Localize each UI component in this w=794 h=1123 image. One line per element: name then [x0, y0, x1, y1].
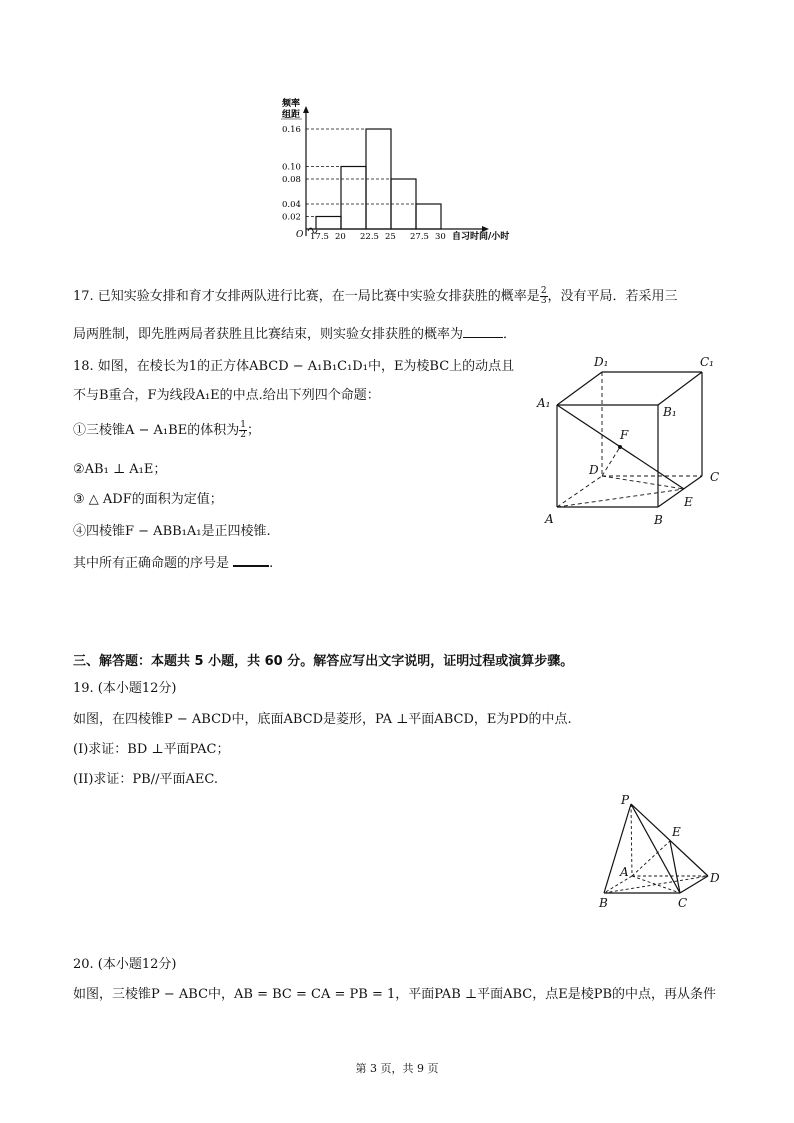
- q17-fraction: [540, 287, 548, 306]
- y-tick-label: 0.16: [282, 125, 301, 135]
- y-axis-arrow: [303, 106, 309, 113]
- label-E: E: [684, 495, 693, 509]
- edge-PC: [631, 804, 680, 893]
- hidden-segment-AE: [632, 841, 670, 876]
- q18-item1-end: ；: [246, 423, 260, 438]
- pyramid-figure: [590, 790, 730, 912]
- q17-text-a: 17. 已知实验女排和育才女排两队进行比赛，在一局比赛中实验女排获胜的概率是: [73, 289, 540, 304]
- hidden-segment-DE: [602, 476, 684, 489]
- q18-item1-num: 1: [240, 420, 246, 430]
- hidden-segment-DF: [602, 447, 620, 476]
- cube-figure: [530, 350, 730, 530]
- x-tick-label: 25: [385, 232, 396, 242]
- q19-body: 如图，在四棱锥P − ABCD中，底面ABCD是菱形，PA ⊥平面ABCD，E为PD的中点.: [73, 712, 572, 727]
- hidden-segment-AE: [557, 489, 684, 507]
- q18-item4: ④四棱锥F − ABB₁A₁是正四棱锥.: [73, 524, 271, 539]
- x-tick-label: 27.5: [410, 232, 429, 242]
- edge-CD: [680, 876, 708, 893]
- label-E: E: [672, 825, 681, 839]
- ylabel-line2: 组距: [282, 110, 301, 120]
- histogram-bar: [341, 167, 366, 230]
- q18-line1: 18. 如图，在棱长为1的正方体ABCD − A₁B₁C₁D₁中，E为棱BC上的动点且: [73, 359, 515, 374]
- frequency-histogram: [272, 96, 534, 246]
- section-heading: 三、解答题：本题共 5 小题，共 60 分。解答应写出文字说明，证明过程或演算步骤。: [73, 654, 574, 669]
- x-tick-label: 30: [435, 232, 446, 242]
- q17-frac-den: 3: [540, 296, 547, 306]
- label-D1: D₁: [594, 355, 609, 369]
- x-tick-label: 17.5: [310, 232, 329, 242]
- label-F: F: [620, 428, 629, 442]
- y-tick-label: 0.08: [282, 175, 301, 185]
- q20-title: 20. (本小题12分): [73, 957, 177, 972]
- q19-part1: (I)求证：BD ⊥平面PAC；: [73, 742, 230, 757]
- q18-ask-text: 其中所有正确命题的序号是: [73, 556, 230, 571]
- histogram-bar: [316, 217, 341, 230]
- point-F: [618, 445, 622, 449]
- origin-label: O: [296, 230, 304, 240]
- edge-PD: [631, 804, 708, 876]
- hidden-segment-AC: [632, 876, 680, 893]
- q18-item1: [73, 421, 260, 441]
- q18-item3: ③ △ ADF的面积为定值；: [73, 492, 223, 507]
- hidden-edge-AD: [557, 476, 602, 507]
- label-A: A: [620, 865, 629, 879]
- q19-part2: (II)求证：PB//平面AEC.: [73, 772, 218, 787]
- label-A: A: [545, 512, 554, 526]
- x-axis-label: 自习时间/小时: [452, 232, 510, 242]
- page-footer: 第 3 页，共 9 页: [355, 1062, 439, 1075]
- q18-item1-den: 2: [240, 430, 246, 440]
- q18-line2: 不与B重合，F为线段A₁E的中点.给出下列四个命题：: [73, 388, 380, 403]
- q19-title: 19. (本小题12分): [73, 681, 177, 696]
- ylabel-line1: 频率: [282, 99, 301, 109]
- q17-answer-blank[interactable]: [463, 325, 503, 338]
- q18-item2: ②AB₁ ⊥ A₁E；: [73, 462, 167, 477]
- q18-item1-text: ①三棱锥A − A₁BE的体积为: [73, 423, 240, 438]
- q17-text-b: ，没有平局．若采用三: [547, 289, 678, 304]
- edge-PB: [604, 804, 631, 893]
- q17-line2: [73, 325, 516, 345]
- label-A1: A₁: [537, 396, 551, 410]
- label-B: B: [654, 513, 663, 527]
- q20-body: 如图，三棱锥P − ABC中，AB = BC = CA = PB = 1，平面PAB ⊥平面ABC，点E是棱PB的中点，再从条件: [73, 987, 717, 1002]
- q17-line1: [73, 287, 678, 307]
- y-tick-label: 0.10: [282, 162, 301, 173]
- q18-answer-blank[interactable]: [233, 553, 269, 567]
- y-tick-label: 0.02: [282, 212, 301, 223]
- hidden-edge-PA: [631, 804, 632, 876]
- histogram-bar: [416, 204, 441, 229]
- q17-text-c: 局两胜制，即先胜两局者获胜且比赛结束，则实验女排获胜的概率为: [73, 327, 464, 342]
- y-tick-label: 0.04: [282, 200, 301, 210]
- q18-question: [73, 553, 273, 574]
- label-D: D: [589, 463, 599, 477]
- edge-B1C1: [658, 372, 702, 405]
- q18-ask-end: .: [269, 556, 274, 571]
- label-B: B: [599, 896, 608, 910]
- x-tick-label: 20: [335, 232, 346, 242]
- label-B1: B₁: [663, 405, 677, 419]
- q18-item1-fraction: [239, 421, 247, 440]
- label-P: P: [621, 793, 630, 807]
- label-D: D: [710, 871, 720, 885]
- edge-A1D1: [557, 372, 602, 405]
- x-tick-label: 22.5: [360, 232, 379, 242]
- q17-frac-num: 2: [540, 286, 547, 296]
- label-C1: C₁: [700, 355, 714, 369]
- label-C: C: [710, 470, 720, 484]
- label-C: C: [678, 896, 688, 910]
- q17-text-d: ．: [503, 327, 517, 342]
